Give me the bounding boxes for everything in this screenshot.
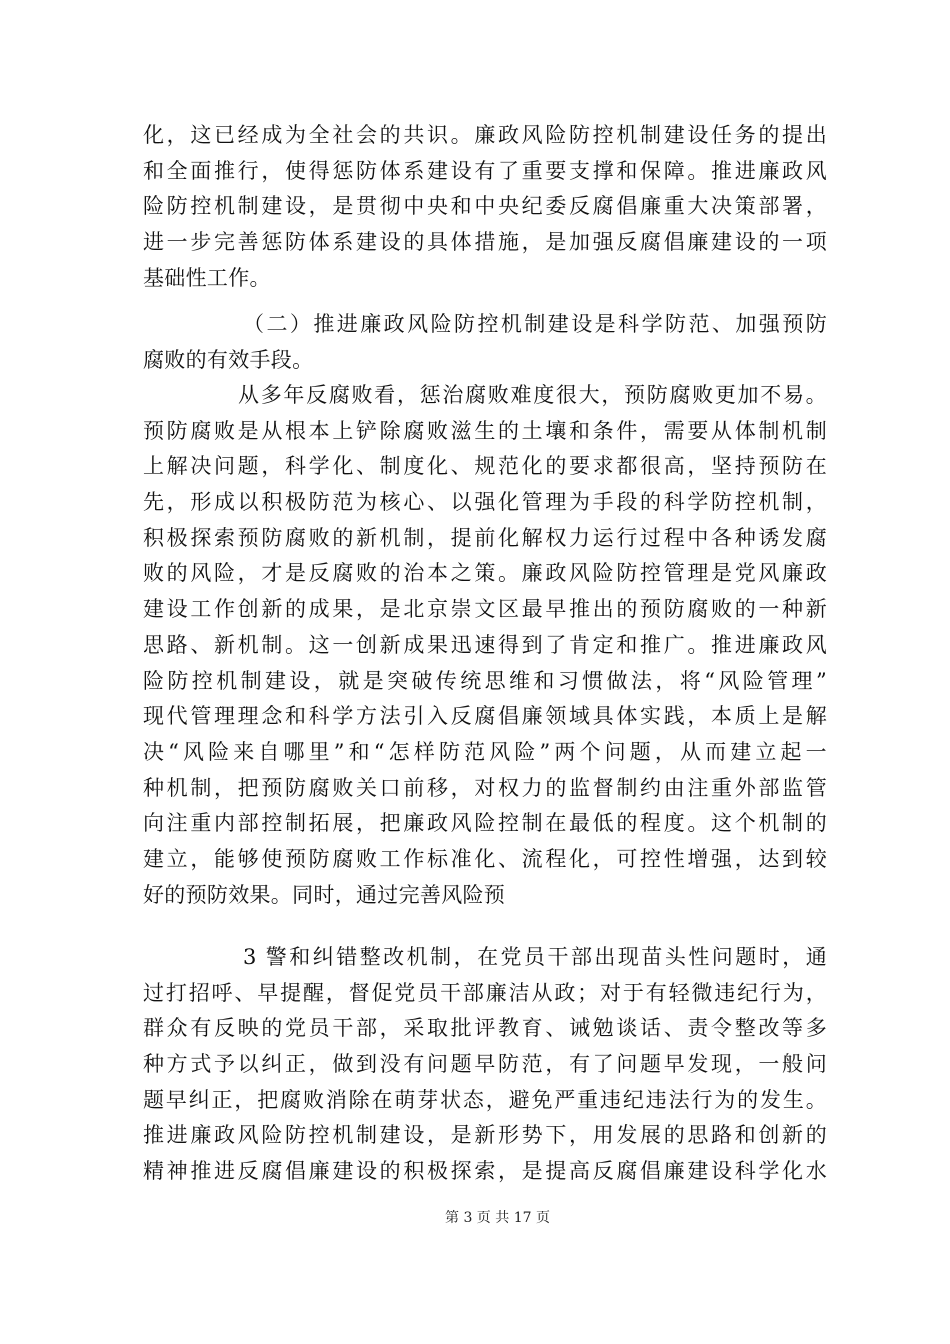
paragraph-line: 基础性工作。 (143, 265, 271, 290)
paragraph-line: 过打招呼、早提醒，督促党员干部廉洁从政；对于有轻微违纪行为， (143, 980, 827, 1005)
paragraph-line: 建设工作创新的成果，是北京崇文区最早推出的预防腐败的一种新 (143, 597, 827, 622)
paragraph-3 (143, 378, 827, 913)
paragraph-line: 题早纠正，把腐败消除在萌芽状态，避免严重违纪违法行为的发生。 (143, 1087, 827, 1112)
page-number-footer: 第 3 页 共 17 页 (445, 1210, 550, 1226)
paragraph-line: 向注重内部控制拓展，把廉政风险控制在最低的程度。这个机制的 (143, 811, 827, 836)
paragraph-line: 险防控机制建设，就是突破传统思维和习惯做法，将“风险管理” (143, 668, 827, 693)
paragraph-line: 建立，能够使预防腐败工作标准化、流程化，可控性增强，达到较 (143, 846, 827, 871)
section-heading-line: （二）推进廉政风险防控机制建设是科学防范、加强预防 (243, 312, 827, 336)
paragraph-line: 和全面推行，使得惩防体系建设有了重要支撑和保障。推进廉政风 (143, 158, 827, 183)
paragraph-1 (143, 118, 827, 296)
paragraph-line: 从多年反腐败看，惩治腐败难度很大，预防腐败更加不易。 (238, 383, 827, 407)
paragraph-line: 化，这已经成为全社会的共识。廉政风险防控机制建设任务的提出 (143, 123, 827, 147)
paragraph-line: 上解决问题，科学化、制度化、规范化的要求都很高，坚持预防在 (143, 454, 827, 479)
paragraph-line: 险防控机制建设，是贯彻中央和中央纪委反腐倡廉重大决策部署， (143, 194, 827, 219)
paragraph-line: 先，形成以积极防范为核心、以强化管理为手段的科学防控机制， (143, 490, 827, 515)
paragraph-line: 群众有反映的党员干部，采取批评教育、诫勉谈话、责令整改等多 (143, 1016, 827, 1041)
paragraph-line: 现代管理理念和科学方法引入反腐倡廉领域具体实践，本质上是解 (143, 704, 827, 729)
paragraph-line: 种方式予以纠正，做到没有问题早防范，有了问题早发现，一般问 (143, 1052, 827, 1077)
paragraph-line: 思路、新机制。这一创新成果迅速得到了肯定和推广。推进廉政风 (143, 632, 827, 657)
paragraph-line: 败的风险，才是反腐败的治本之策。廉政风险防控管理是党风廉政 (143, 561, 827, 586)
paragraph-line: 进一步完善惩防体系建设的具体措施，是加强反腐倡廉建设的一项 (143, 230, 827, 255)
paragraph-line: 精神推进反腐倡廉建设的积极探索，是提高反腐倡廉建设科学化水 (143, 1159, 827, 1184)
paragraph-line: 3 警和纠错整改机制，在党员干部出现苗头性问题时，通 (243, 945, 827, 969)
paragraph-line: 种机制，把预防腐败关口前移，对权力的监督制约由注重外部监管 (143, 775, 827, 800)
section-heading-line: 腐败的有效手段。 (143, 347, 314, 372)
paragraph-4 (143, 940, 827, 1190)
paragraph-line: 决“风险来自哪里”和“怎样防范风险”两个问题，从而建立起一 (143, 739, 827, 764)
section-heading-paragraph (143, 307, 827, 378)
paragraph-line: 积极探索预防腐败的新机制，提前化解权力运行过程中各种诱发腐 (143, 525, 827, 550)
paragraph-line: 预防腐败是从根本上铲除腐败滋生的土壤和条件，需要从体制机制 (143, 418, 827, 443)
paragraph-line: 推进廉政风险防控机制建设，是新形势下，用发展的思路和创新的 (143, 1123, 827, 1148)
paragraph-line: 好的预防效果。同时，通过完善风险预 (143, 882, 506, 907)
